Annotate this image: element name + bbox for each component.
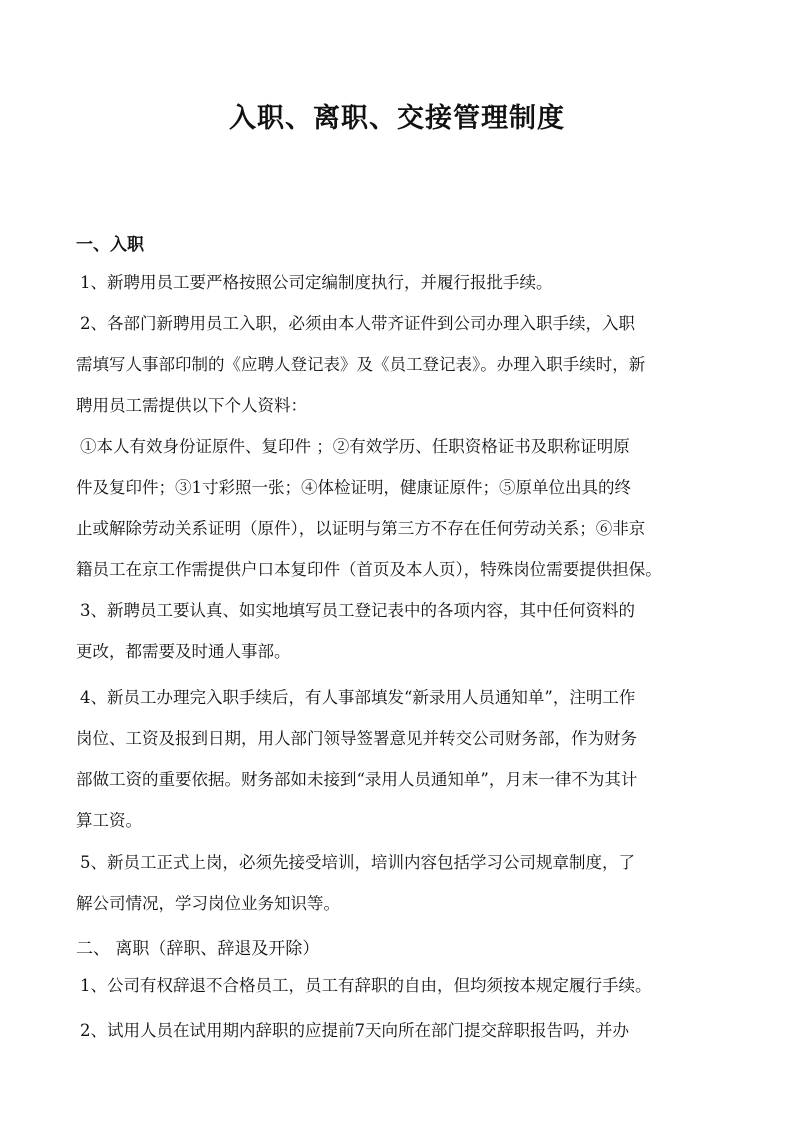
paragraph-line: 1、新聘用员工要严格按照公司定编制度执行，并履行报批手续。: [80, 273, 553, 292]
paragraph-line: 4、新员工办理完入职手续后，有人事部填发“新录用人员通知单”，注明工作: [80, 688, 636, 707]
paragraph-onboarding-5: [76, 842, 726, 924]
section-heading-onboarding: 一、入职: [76, 235, 144, 255]
paragraph-onboarding-3: [76, 590, 726, 672]
paragraph-line: 2、各部门新聘用员工入职，必须由本人带齐证件到公司办理入职手续，入职: [80, 314, 635, 333]
paragraph-line: 更改，都需要及时通人事部。: [76, 642, 291, 661]
paragraph-line: ①本人有效身份证原件、复印件 ；②有效学历、任职资格证书及职称证明原: [80, 437, 630, 456]
paragraph-line: 解公司情况，学习岗位业务知识等。: [76, 894, 340, 913]
paragraph-line: 部做工资的重要依据。财务部如未接到“录用人员通知单”，月末一律不为其计: [76, 770, 638, 789]
document-title: 入职、离职、交接管理制度: [229, 103, 565, 134]
paragraph-resignation-1: [80, 965, 726, 1006]
paragraph-line: 岗位、工资及报到日期，用人部门领导签署意见并转交公司财务部，作为财务: [76, 729, 637, 748]
paragraph-line: 件及复印件；③1寸彩照一张；④体检证明，健康证原件；⑤原单位出具的终: [76, 478, 631, 497]
paragraph-onboarding-1: [80, 262, 726, 303]
paragraph-resignation-2: [80, 1010, 726, 1051]
paragraph-line: 3、新聘员工要认真、如实地填写员工登记表中的各项内容，其中任何资料的: [80, 601, 635, 620]
paragraph-onboarding-4: [76, 677, 726, 841]
paragraph-line: 籍员工在京工作需提供户口本复印件（首页及本人页），特殊岗位需要提供担保。: [76, 560, 662, 579]
paragraph-line: 止或解除劳动关系证明（原件），以证明与第三方不存在任何劳动关系；⑥非京: [76, 519, 646, 538]
paragraph-line: 需填写人事部印制的《应聘人登记表》及《员工登记表》。办理入职手续时，新: [76, 355, 646, 374]
paragraph-onboarding-2: [76, 303, 726, 426]
paragraph-line: 算工资。: [76, 811, 142, 830]
section-heading-resignation: 二、 离职（辞职、辞退及开除）: [76, 939, 320, 959]
paragraph-line: 5、新员工正式上岗，必须先接受培训，培训内容包括学习公司规章制度，了: [80, 853, 635, 872]
paragraph-onboarding-documents: [76, 426, 726, 590]
paragraph-line: 2、试用人员在试用期内辞职的应提前7天向所在部门提交辞职报告吗，并办: [80, 1021, 629, 1040]
paragraph-line: 1、公司有权辞退不合格员工，员工有辞职的自由，但均须按本规定履行手续。: [80, 976, 652, 995]
paragraph-line: 聘用员工需提供以下个人资料：: [76, 396, 307, 415]
